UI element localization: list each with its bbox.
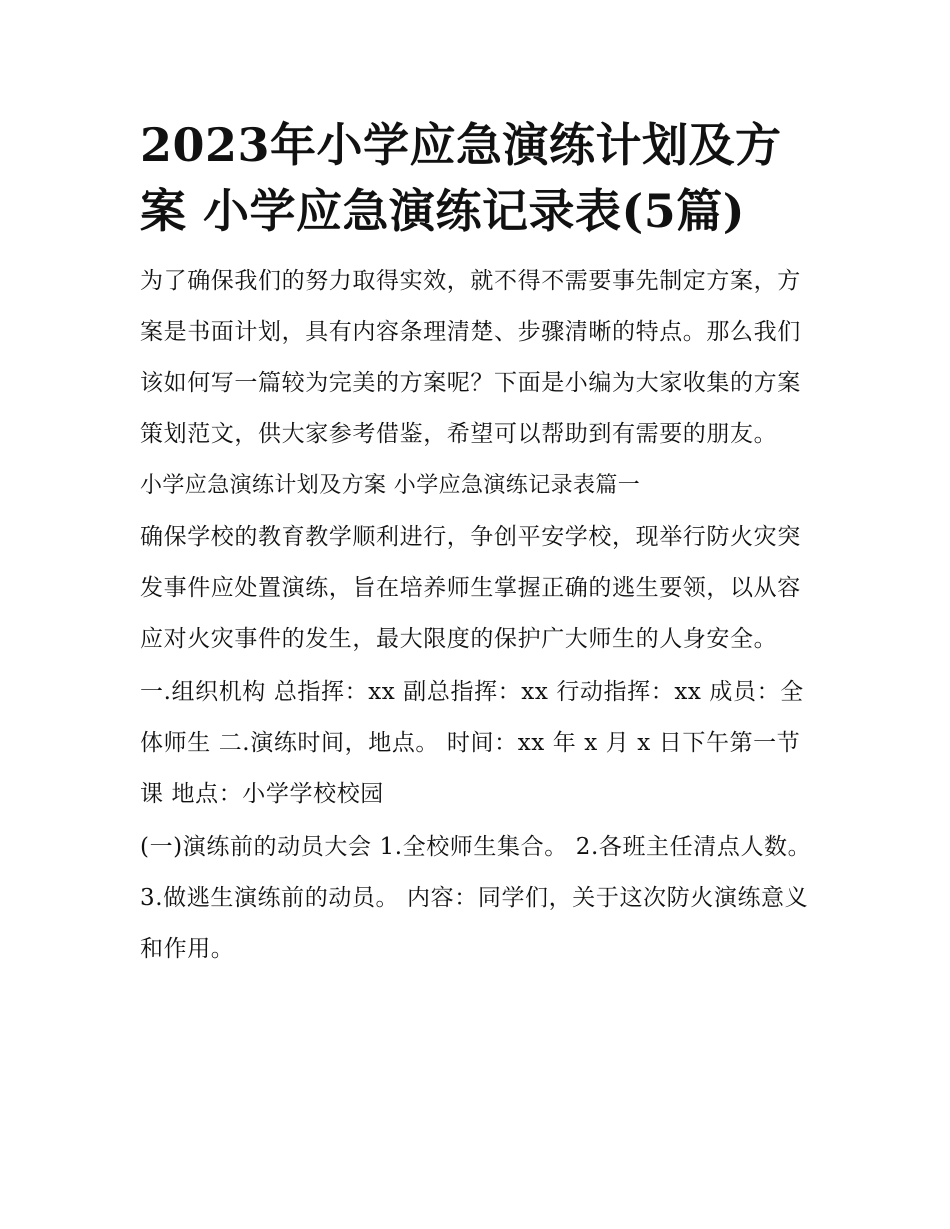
document-title: 2023年小学应急演练计划及方案 小学应急演练记录表(5篇) [140,118,782,238]
organization-paragraph: 一.组织机构 总指挥：xx 副总指挥：xx 行动指挥：xx 成员：全体师生 二.演练时间，地点。 时间：xx 年 x 月 x 日下午第一节课 地点：小学学校校园 [140,679,804,807]
intro-paragraph: 为了确保我们的努力取得实效，就不得不需要事先制定方案，方案是书面计划，具有内容条理清楚、步骤清晰的特点。那么我们该如何写一篇较为完美的方案呢？下面是小编为大家收集的方案策划范文，供大家参考借鉴，希望可以帮助到有需要的朋友。 [140,268,801,447]
document-page [140,112,820,977]
purpose-paragraph: 确保学校的教育教学顺利进行，争创平安学校，现举行防火灾突发事件应处置演练，旨在培养师生掌握正确的逃生要领，以从容应对火灾事件的发生，最大限度的保护广大师生的人身安全。 [140,524,801,652]
mobilization-paragraph: (一)演练前的动员大会 1.全校师生集合。 2.各班主任清点人数。 3.做逃生演练前的动员。 内容：同学们，关于这次防火演练意义和作用。 [140,834,812,962]
section-heading: 小学应急演练计划及方案 小学应急演练记录表篇一 [140,473,641,498]
